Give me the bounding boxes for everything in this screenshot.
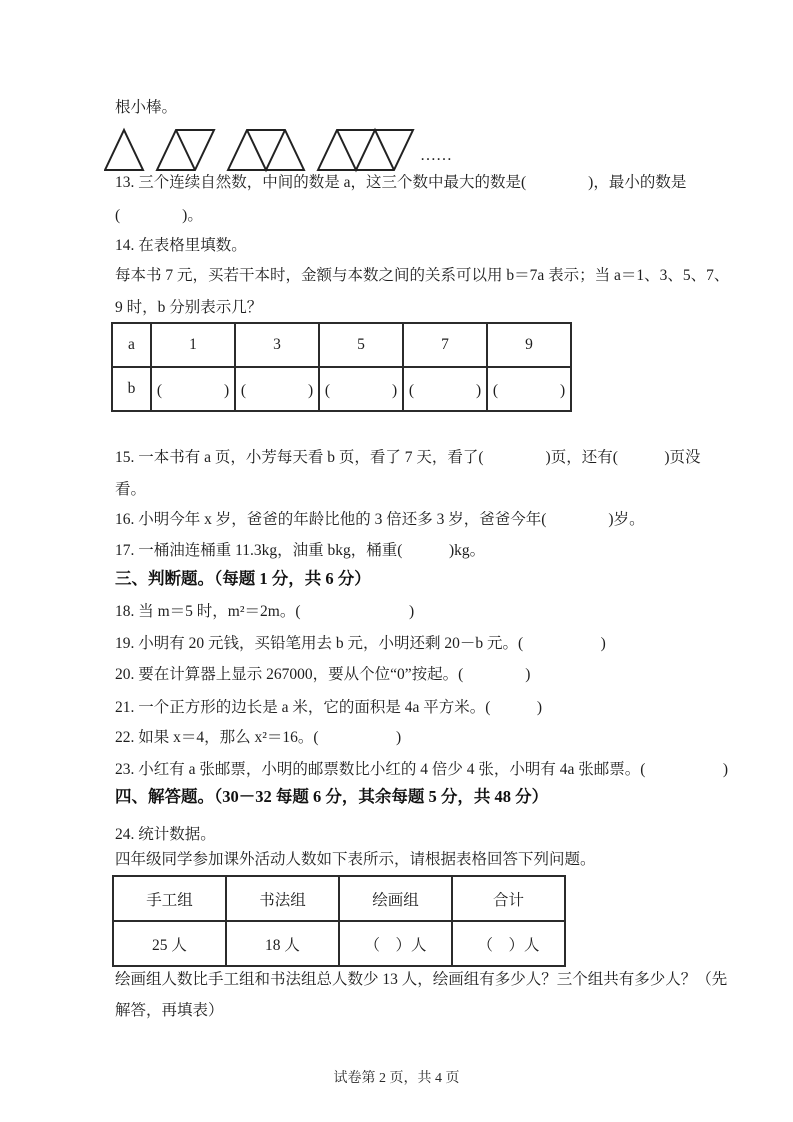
row-b-blank-3: ( ) (319, 367, 403, 411)
question-24-text-line1: 绘画组人数比手工组和书法组总人数少 13 人，绘画组有多少人？三个组共有多少人？（先 (115, 971, 728, 988)
question-15-line1: 15. 一本书有 a 页，小芳每天看 b 页，看了 7 天，看了( )页，还有( )页没 (115, 449, 701, 466)
row-a-cell-2: 3 (235, 323, 319, 367)
question-24-table (112, 875, 566, 967)
row-b-blank-5: ( ) (487, 367, 571, 411)
header-total: 合计 (452, 876, 565, 921)
section-4-heading: 四、解答题。（30－32 每题 6 分，其余每题 5 分，共 48 分） (115, 787, 549, 806)
value-handcraft-group: 25 人 (113, 921, 226, 966)
question-14-desc-line1: 每本书 7 元，买若干本时，金额与本数之间的关系可以用 b＝7a 表示；当 a＝1、3、5、7、 (115, 267, 730, 284)
value-calligraphy-group: 18 人 (226, 921, 339, 966)
table-row-b (112, 367, 571, 411)
triangle-figure-2 (157, 130, 214, 170)
row-b-blank-4: ( ) (403, 367, 487, 411)
question-15-line2: 看。 (115, 481, 147, 498)
question-20: 20. 要在计算器上显示 267000，要从个位“0”按起。( ) (115, 666, 531, 683)
question-14-title: 14. 在表格里填数。 (115, 237, 247, 254)
value-painting-group-blank: （ ）人 (339, 921, 452, 966)
table-header-row (113, 876, 565, 921)
row-b-blank-2: ( ) (235, 367, 319, 411)
row-a-cell-1: 1 (151, 323, 235, 367)
row-a-header: a (112, 323, 151, 367)
ellipsis-dots: …… (420, 147, 452, 164)
question-19: 19. 小明有 20 元钱，买铅笔用去 b 元，小明还剩 20－b 元。( ) (115, 635, 606, 652)
question-12-tail-text: 根小棒。 (115, 99, 178, 116)
header-handcraft-group: 手工组 (113, 876, 226, 921)
triangle-pattern-figure (104, 124, 544, 178)
question-13-line2: ( )。 (115, 207, 203, 224)
row-a-cell-5: 9 (487, 323, 571, 367)
question-24-text-line2: 解答，再填表） (115, 1002, 224, 1019)
question-24-title: 24. 统计数据。 (115, 826, 216, 843)
row-b-blank-1: ( ) (151, 367, 235, 411)
row-a-cell-3: 5 (319, 323, 403, 367)
table-row-a (112, 323, 571, 367)
question-14-table (111, 322, 572, 412)
header-painting-group: 绘画组 (339, 876, 452, 921)
question-24-desc: 四年级同学参加课外活动人数如下表所示，请根据表格回答下列问题。 (115, 851, 596, 868)
question-22: 22. 如果 x＝4，那么 x²＝16。( ) (115, 729, 402, 746)
page-footer: 试卷第 2 页，共 4 页 (333, 1071, 460, 1086)
row-a-cell-4: 7 (403, 323, 487, 367)
question-14-desc-line2: 9 时，b 分别表示几？ (115, 299, 263, 316)
row-b-header: b (112, 367, 151, 411)
question-17: 17. 一桶油连桶重 11.3kg，油重 bkg，桶重( )kg。 (115, 542, 486, 559)
table-value-row (113, 921, 565, 966)
question-16: 16. 小明今年 x 岁，爸爸的年龄比他的 3 倍还多 3 岁，爸爸今年( )岁。 (115, 511, 645, 528)
triangle-figure-3 (228, 130, 304, 170)
value-total-blank: （ ）人 (452, 921, 565, 966)
question-23: 23. 小红有 a 张邮票，小明的邮票数比小红的 4 倍少 4 张，小明有 4a 张邮票。( ) (115, 761, 729, 778)
triangle-figure-4 (318, 130, 413, 170)
triangle-figure-1 (105, 130, 143, 170)
header-calligraphy-group: 书法组 (226, 876, 339, 921)
section-3-heading: 三、判断题。（每题 1 分，共 6 分） (115, 569, 371, 588)
question-21: 21. 一个正方形的边长是 a 米，它的面积是 4a 平方米。( ) (115, 699, 543, 716)
question-13-line1: 13. 三个连续自然数，中间的数是 a，这三个数中最大的数是( )，最小的数是 (115, 174, 687, 191)
question-18: 18. 当 m＝5 时，m²＝2m。( ) (115, 603, 415, 620)
